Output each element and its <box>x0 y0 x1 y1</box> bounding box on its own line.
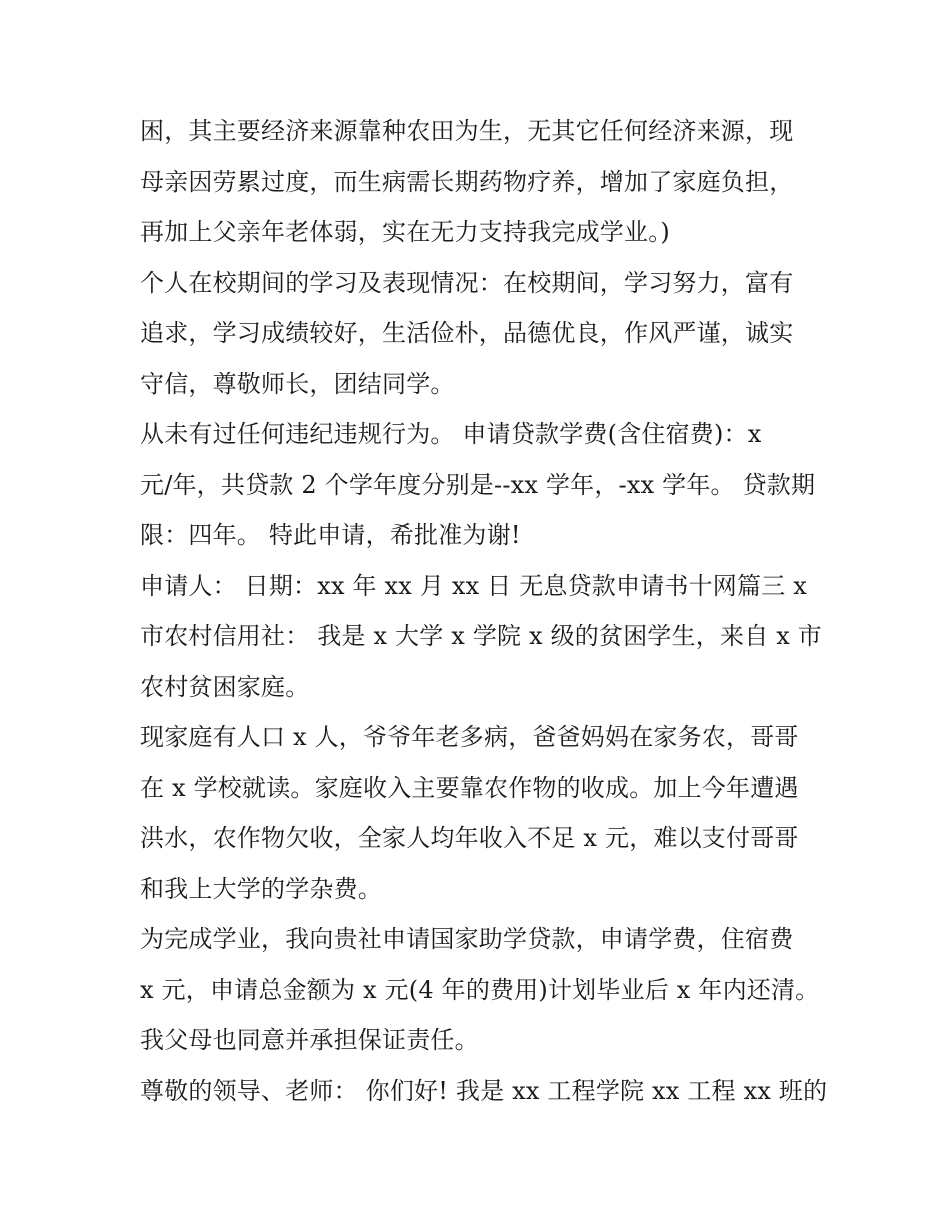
text-line: 和我上大学的学杂费。 <box>140 874 382 903</box>
text-line: 市农村信用社： 我是 x 大学 x 学院 x 级的贫困学生，来自 x 市 <box>140 622 822 650</box>
text-line: 从未有过任何违纪违规行为。 申请贷款学费(含住宿费)：x <box>140 420 762 448</box>
text-line: 洪水，农作物欠收，全家人均年收入不足 x 元，难以支付哥哥 <box>140 824 799 852</box>
document-body <box>140 106 840 1116</box>
text-line: 追求，学习成绩较好，生活俭朴，品德优良，作风严谨，诚实 <box>140 319 794 347</box>
text-line: 困，其主要经济来源靠种农田为生，无其它任何经济来源，现 <box>140 117 794 145</box>
text-line: 再加上父亲年老体弱，实在无力支持我完成学业。) <box>140 218 670 246</box>
text-line: 个人在校期间的学习及表现情况：在校期间，学习努力，富有 <box>140 268 794 297</box>
text-line: 我父母也同意并承担保证责任。 <box>140 1026 479 1054</box>
text-line: 尊敬的领导、老师： 你们好! 我是 xx 工程学院 xx 工程 xx 班的 <box>140 1076 828 1105</box>
text-line: 元/年，共贷款 2 个学年度分别是--xx 学年，-xx 学年。 贷款期 <box>140 470 816 499</box>
text-line: 申请人： 日期：xx 年 xx 月 xx 日 无息贷款申请书十网篇三 x <box>140 571 807 600</box>
text-line: 守信，尊敬师长，团结同学。 <box>140 369 455 398</box>
text-line: x 元，申请总金额为 x 元(4 年的费用)计划毕业后 x 年内还清。 <box>140 975 820 1004</box>
text-line: 在 x 学校就读。家庭收入主要靠农作物的收成。加上今年遭遇 <box>140 773 799 802</box>
text-line: 母亲因劳累过度，而生病需长期药物疗养，增加了家庭负担， <box>140 167 794 196</box>
text-line: 为完成学业，我向贵社申请国家助学贷款，申请学费，住宿费 <box>140 925 794 953</box>
text-line: 农村贫困家庭。 <box>140 672 310 701</box>
text-line: 现家庭有人口 x 人，爷爷年老多病，爸爸妈妈在家务农，哥哥 <box>140 723 799 751</box>
text-line: 限：四年。 特此申请，希批准为谢! <box>140 521 521 549</box>
